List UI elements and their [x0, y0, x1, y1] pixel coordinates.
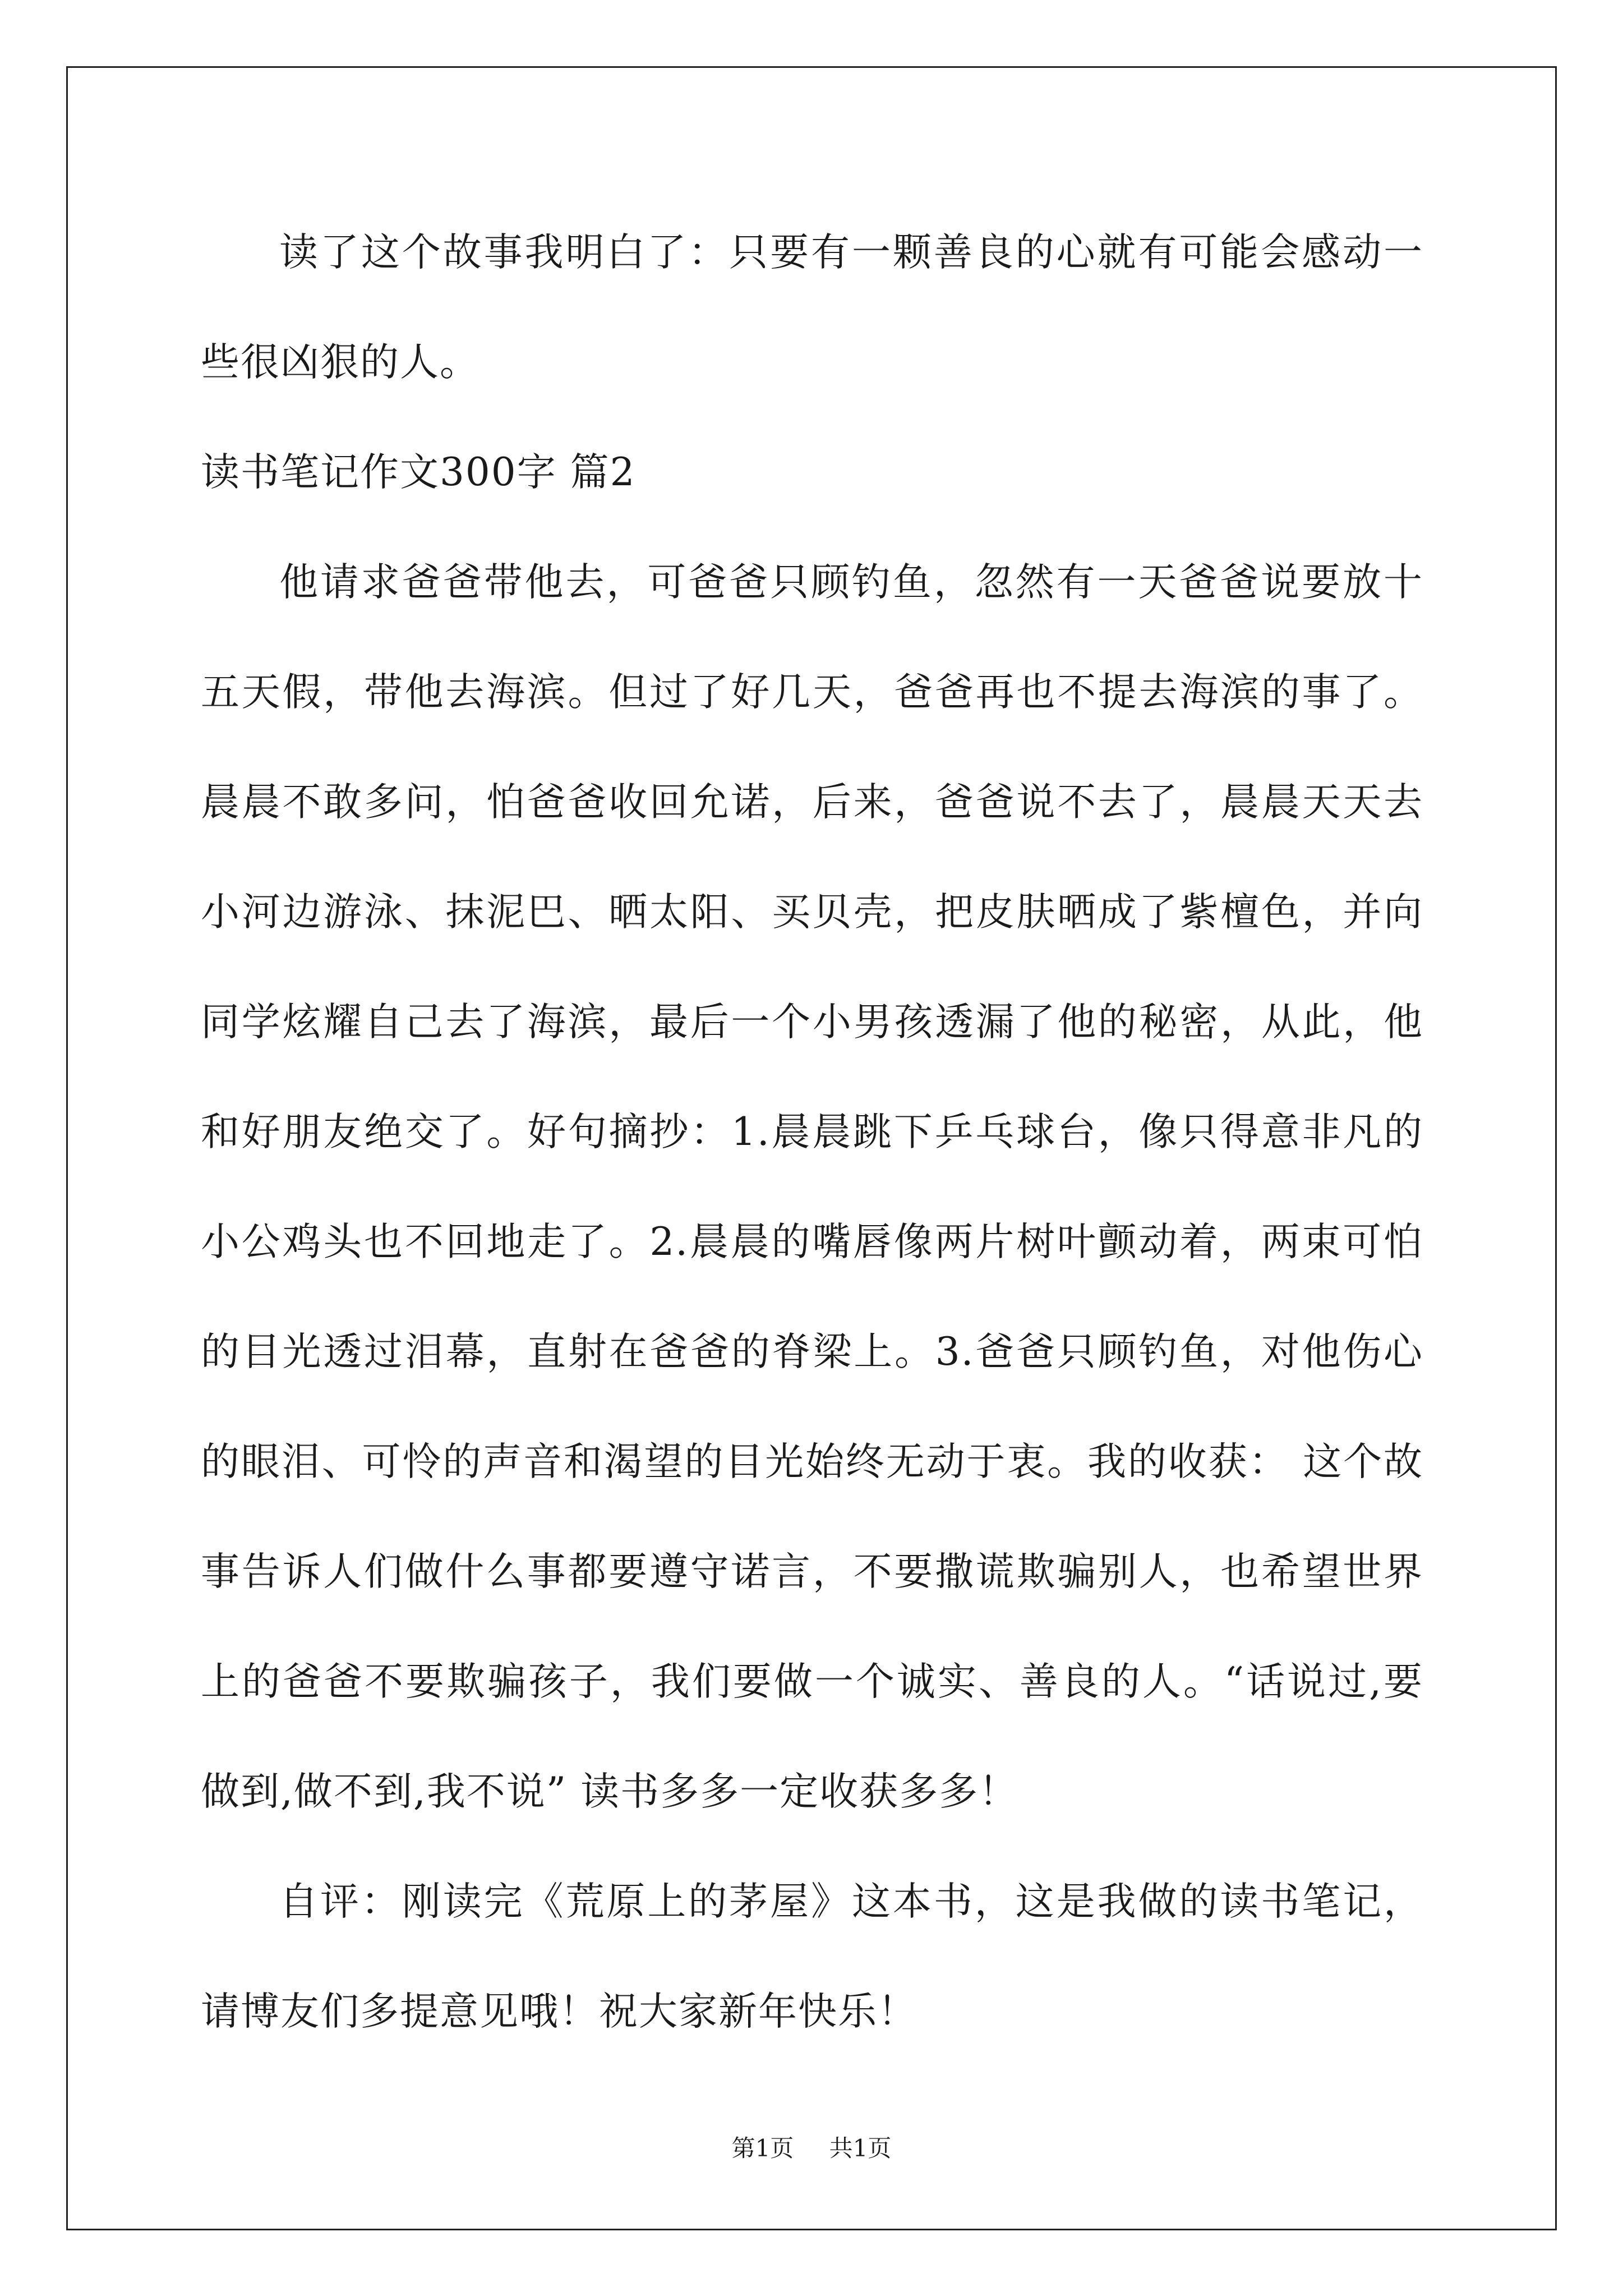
paragraph-self-review: 自评：刚读完《荒原上的茅屋》这本书，这是我做的读书笔记，请博友们多提意见哦！祝大家新年快乐！ — [201, 1879, 1423, 2034]
document-body — [201, 197, 1423, 2067]
section-heading: 读书笔记作文300字 篇2 — [201, 450, 636, 495]
paragraph-conclusion: 读了这个故事我明白了：只要有一颗善良的心就有可能会感动一些很凶狠的人。 — [201, 230, 1423, 385]
paragraph-story: 他请求爸爸带他去，可爸爸只顾钓鱼，忽然有一天爸爸说要放十五天假，带他去海滨。但过了好几天，爸爸再也不提去海滨的事了。晨晨不敢多问，怕爸爸收回允诺，后来，爸爸说不去了，晨晨天天去小河边游泳、抹泥巴、晒太阳、买贝壳，把皮肤晒成了紫檀色，并向同学炫耀自己去了海滨，最后一个小男孩透漏了他的秘密，从此，他和好朋友绝交了。好句摘抄：1.晨晨跳下乒乓球台，像只得意非凡的小公鸡头也不回地走了。2.晨晨的嘴唇像两片树叶颤动着，两束可怕的目光透过泪幕，直射在爸爸的脊梁上。3.爸爸只顾钓鱼，对他伤心的眼泪、可怜的声音和渴望的目光始终无动于衷。我的收获： 这个故事告诉人们做什么事都要遵守诺言，不要撒谎欺骗别人，也希望世界上的爸爸不要欺骗孩子，我们要做一个诚实、善良的人。“话说过,要做到,做不到,我不说” 读书多多一定收获多多！ — [201, 560, 1423, 1814]
page-footer — [0, 2132, 1623, 2165]
page-total: 共1页 — [829, 2134, 892, 2162]
page-number: 第1页 — [731, 2134, 794, 2162]
